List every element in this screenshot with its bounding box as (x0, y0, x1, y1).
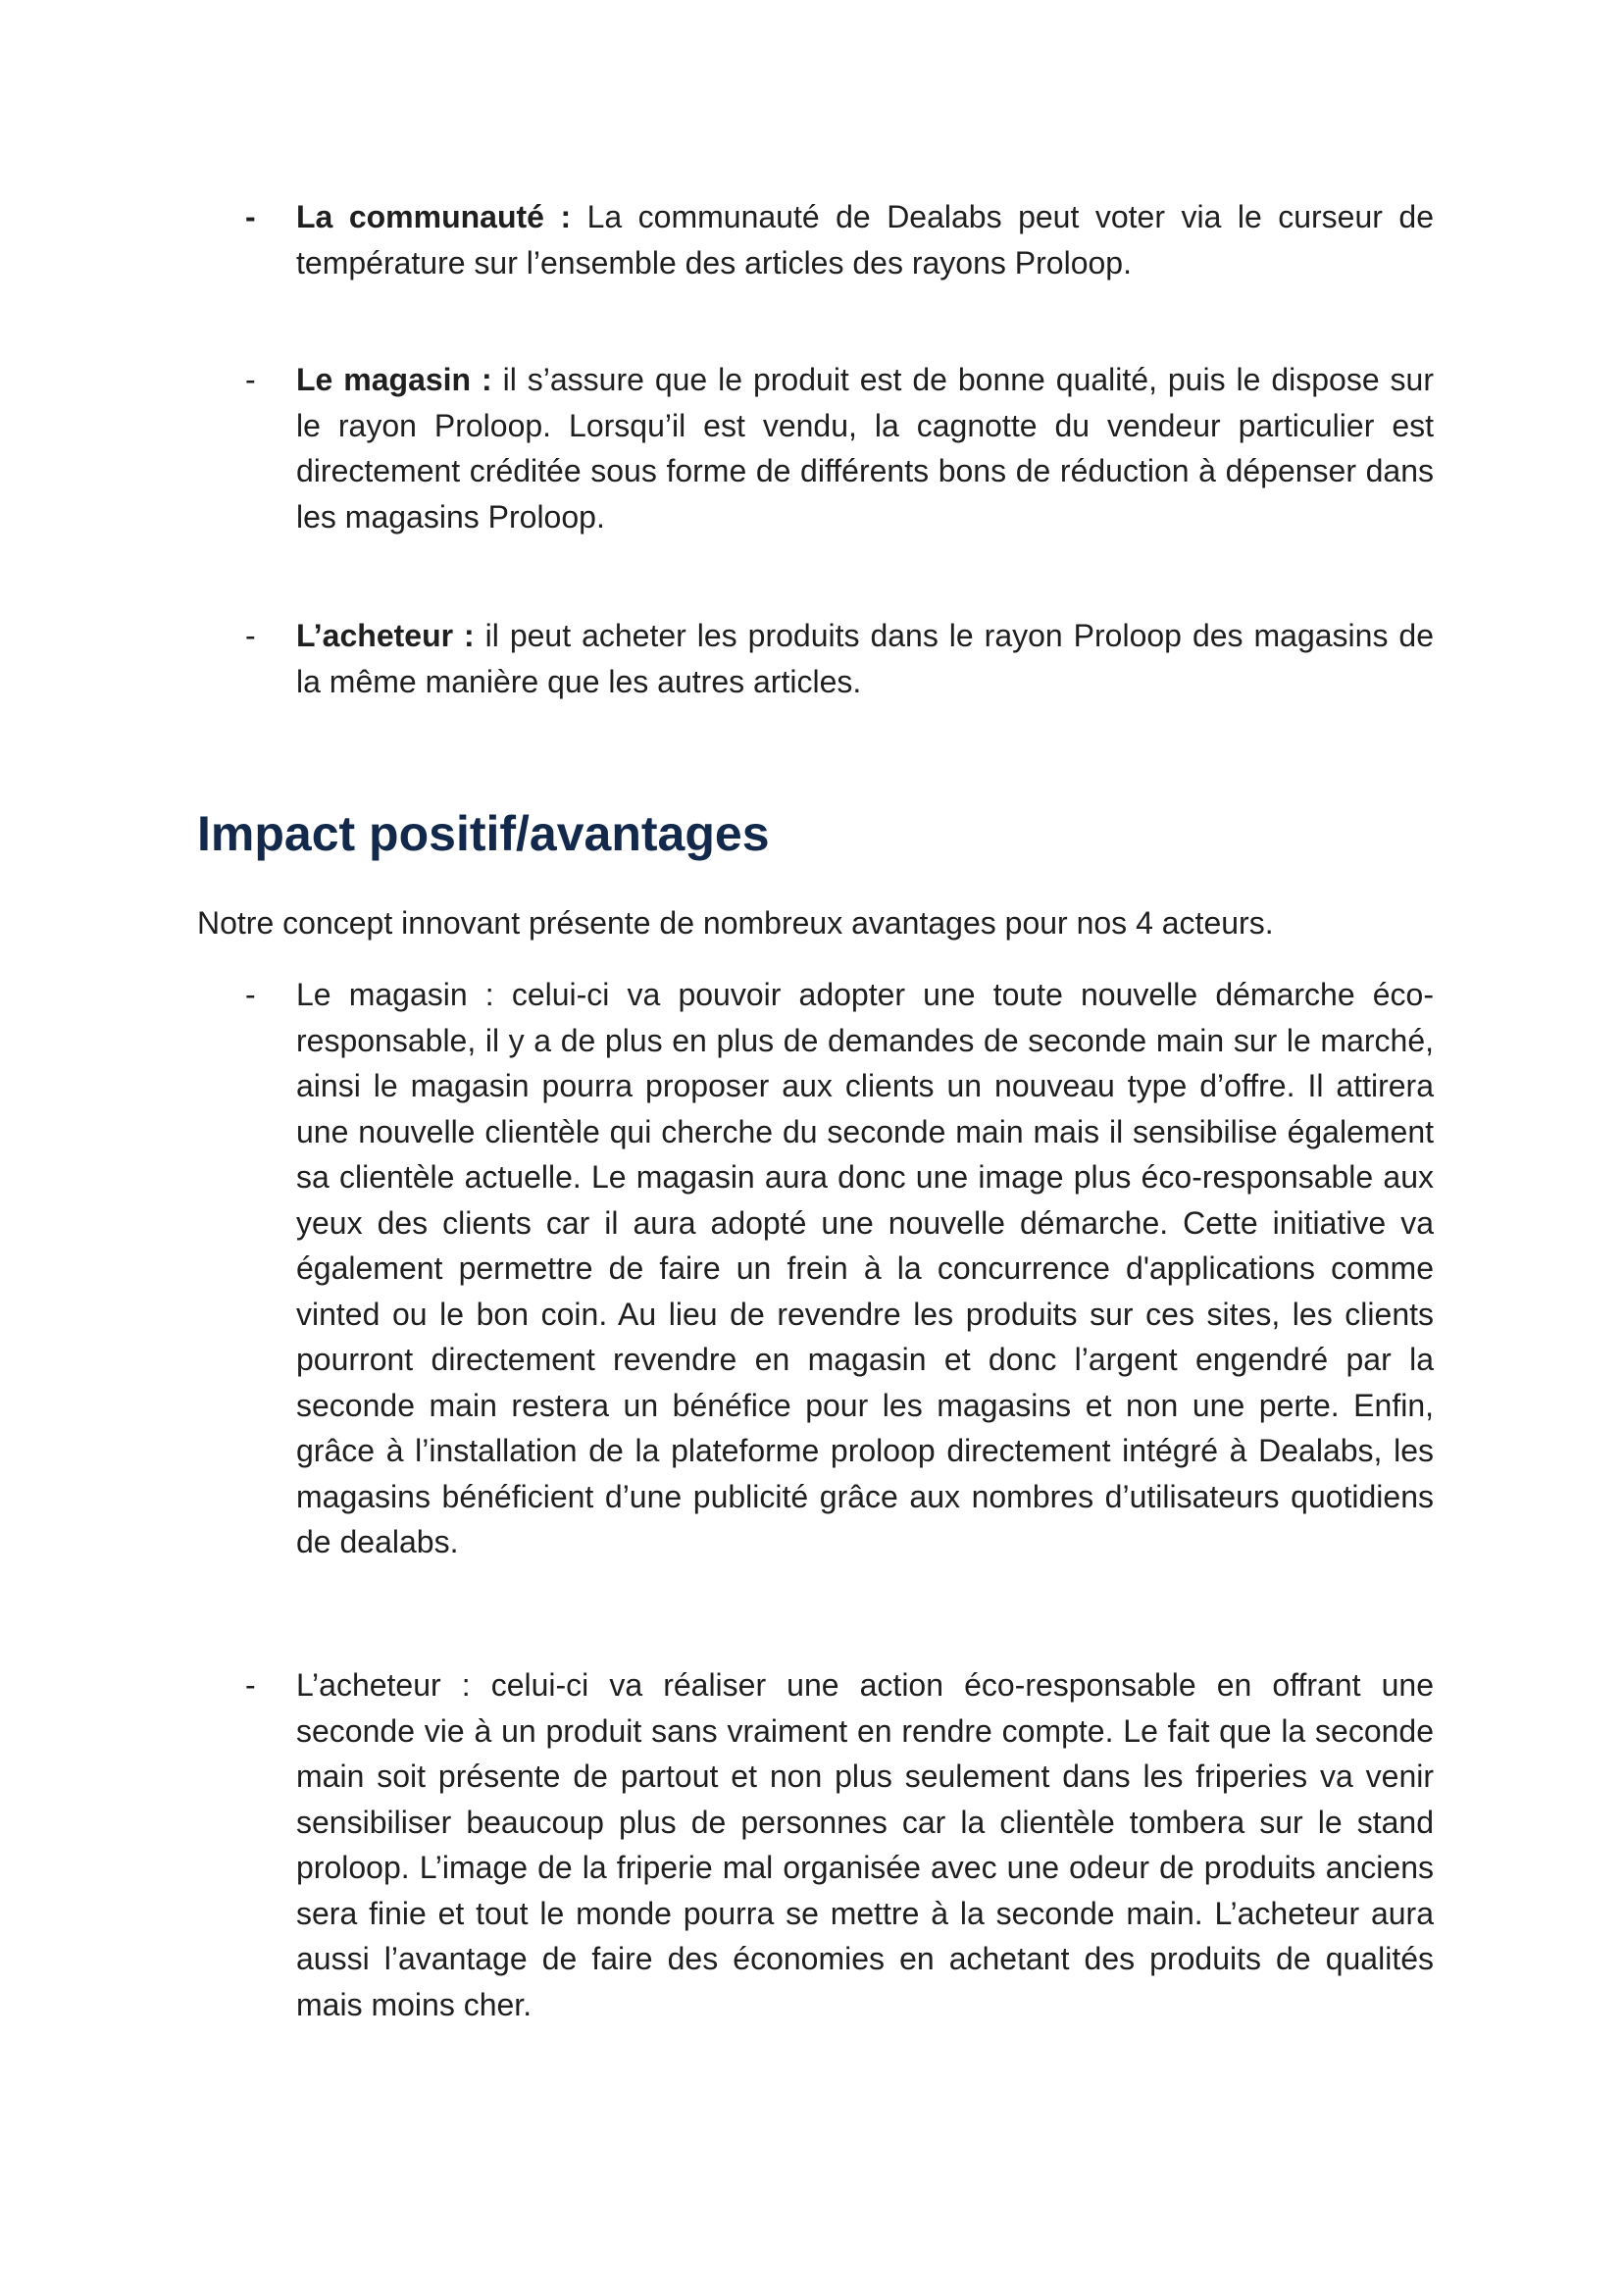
bullet-lead: Le magasin : (296, 362, 492, 397)
bullet-dash: - (245, 362, 256, 397)
bullet-paragraph (296, 613, 1434, 704)
bullet-lead: L’acheteur : (296, 618, 475, 653)
bullet-paragraph (296, 357, 1434, 539)
bullet-text: il s’assure que le produit est de bonne qualité, puis le dispose sur le rayon Proloop. Lorsqu’il est vendu, la cagnotte du vendeur particulier est directement créditée sous forme de différents bons de réduction à dépenser dans les magasins Proloop. (296, 362, 1435, 535)
section-heading: Impact positif/avantages (197, 806, 770, 861)
bullet-paragraph (296, 194, 1434, 285)
bullet-dash: - (245, 618, 256, 653)
bullet-dash: - (245, 199, 256, 234)
bullet-lead: La communauté : (296, 199, 572, 234)
bullet-text: il peut acheter les produits dans le rayon Proloop des magasins de la même manière que les autres articles. (296, 618, 1435, 699)
bullet-paragraph: L’acheteur : celui-ci va réaliser une action éco-responsable en offrant une seconde vie à un produit sans vraiment en rendre compte. Le fait que la seconde main soit présente de partout et non plus seulement dans les friperies va venir sensibiliser beaucoup plus de personnes car la clientèle tombera sur le stand proloop. L’image de la friperie mal organisée avec une odeur de produits anciens sera finie et tout le monde pourra se mettre à la seconde main. L’acheteur aura aussi l’avantage de faire des économies en achetant des produits de qualités mais moins cher. (296, 1667, 1434, 2022)
bullet-dash: - (245, 1667, 256, 1703)
bullet-text: La communauté de Dealabs peut voter via le curseur de température sur l’ensemble des articles des rayons Proloop. (296, 199, 1435, 280)
section-intro: Notre concept innovant présente de nombreux avantages pour nos 4 acteurs. (197, 905, 1274, 941)
bullet-paragraph: Le magasin : celui-ci va pouvoir adopter une toute nouvelle démarche éco-responsable, il y a de plus en plus de demandes de seconde main sur le marché, ainsi le magasin pourra proposer aux clients un nouveau type d’offre. Il attirera une nouvelle clientèle qui cherche du seconde main mais il sensibilise également sa clientèle actuelle. Le magasin aura donc une image plus éco-responsable aux yeux des clients car il aura adopté une nouvelle démarche. Cette initiative va également permettre de faire un frein à la concurrence d'applications comme vinted ou le bon coin. Au lieu de revendre les produits sur ces sites, les clients pourront directement revendre en magasin et donc l’argent engendré par la seconde main restera un bénéfice pour les magasins et non une perte. Enfin, grâce à l’installation de la plateforme proloop directement intégré à Dealabs, les magasins bénéficient d’une publicité grâce aux nombres d’utilisateurs quotidiens de dealabs. (296, 977, 1434, 1559)
bullet-dash: - (245, 977, 256, 1012)
